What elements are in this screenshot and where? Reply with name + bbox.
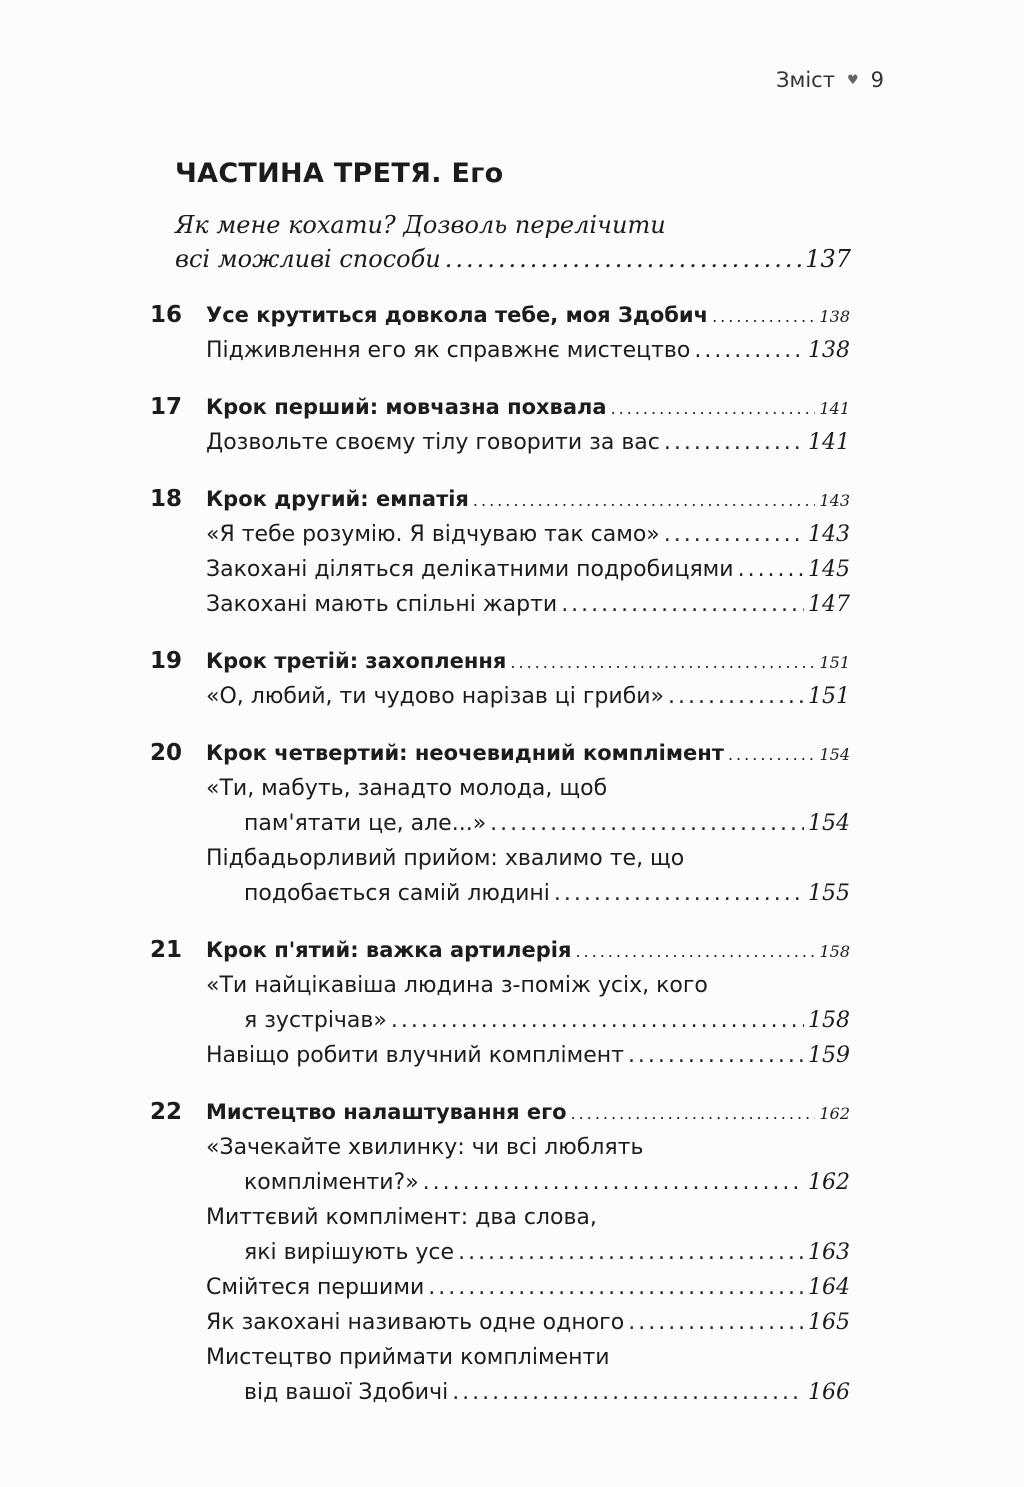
subsection-line <box>206 1340 850 1375</box>
subsection-text: від вашої Здобичі <box>244 1380 449 1405</box>
dot-leader <box>445 242 801 276</box>
chapter-number: 18 <box>150 486 183 512</box>
subsection-text: Дозвольте своєму тілу говорити за вас <box>206 430 660 455</box>
chapter-entry <box>150 644 850 714</box>
subsection-page-number: 143 <box>808 522 850 547</box>
subsection-page-number: 158 <box>808 1008 850 1033</box>
subsection-entry <box>206 679 850 714</box>
dot-leader <box>458 1235 804 1270</box>
subsection-line <box>206 876 850 911</box>
dot-leader <box>712 299 815 334</box>
chapter-entry <box>150 1095 850 1410</box>
chapter-heading-row <box>150 298 850 333</box>
chapter-page-number: 143 <box>819 491 850 510</box>
subsection-page-number: 138 <box>808 338 850 363</box>
chapter-entry <box>150 736 850 911</box>
chapter-entry <box>150 482 850 622</box>
entry-page-number: 137 <box>805 245 851 273</box>
dot-leader <box>668 679 804 714</box>
subsection-page-number: 155 <box>808 881 850 906</box>
subsection-entry <box>206 771 850 841</box>
subsection-text: Закохані мають спільні жарти <box>206 592 558 617</box>
subsection-entry <box>206 587 850 622</box>
chapter-title: Крок четвертий: неочевидний комплімент <box>206 741 724 765</box>
subsection-text: Як закохані називають одне одного <box>206 1310 625 1335</box>
dot-leader <box>391 1003 804 1038</box>
chapter-number: 19 <box>150 648 183 674</box>
subsection-page-number: 162 <box>808 1170 850 1195</box>
dot-leader <box>694 333 804 368</box>
chapter-page-number: 154 <box>819 745 850 764</box>
chapter-list <box>150 298 850 1432</box>
chapter-page-number: 162 <box>819 1104 850 1123</box>
subsection-line <box>206 425 850 460</box>
subsection-page-number: 151 <box>808 684 850 709</box>
subsection-entry <box>206 552 850 587</box>
subsection-entry <box>206 1200 850 1270</box>
dot-leader <box>628 1038 804 1073</box>
subsection-entry <box>206 1305 850 1340</box>
dot-leader <box>423 1165 804 1200</box>
heart-icon: ♥ <box>846 72 859 88</box>
chapter-title: Крок перший: мовчазна похвала <box>206 395 607 419</box>
subsection-line <box>206 1003 850 1038</box>
chapter-entry <box>150 390 850 460</box>
subsection-text: Підживлення его як справжнє мистецтво <box>206 338 691 363</box>
running-head <box>776 68 884 92</box>
chapter-heading-row <box>150 1095 850 1130</box>
subsection-page-number: 163 <box>808 1240 850 1265</box>
subsection-page-number: 165 <box>808 1310 850 1335</box>
page-number: 9 <box>870 68 884 92</box>
subsection-entry <box>206 1038 850 1073</box>
subsection-text: «Ти, мабуть, занадто молода, щоб <box>206 776 608 801</box>
dot-leader <box>728 737 815 772</box>
subsection-line <box>206 1165 850 1200</box>
subsection-line <box>206 1270 850 1305</box>
subsection-page-number: 141 <box>808 430 850 455</box>
chapter-title: Мистецтво налаштування его <box>206 1100 567 1124</box>
chapter-title: Крок другий: емпатія <box>206 487 469 511</box>
subsection-page-number: 147 <box>808 592 850 617</box>
subsection-line <box>206 552 850 587</box>
dot-leader <box>510 645 815 680</box>
chapter-number: 16 <box>150 302 183 328</box>
subsection-line <box>206 806 850 841</box>
subsection-page-number: 154 <box>808 811 850 836</box>
subsection-line <box>206 771 850 806</box>
subsection-line <box>206 968 850 1003</box>
dot-leader <box>428 1270 804 1305</box>
dot-leader <box>664 425 804 460</box>
chapter-heading-row <box>150 644 850 679</box>
subsection-text: Закохані діляться делікатними подробицями <box>206 557 734 582</box>
dot-leader <box>561 587 804 622</box>
dot-leader <box>571 1096 816 1131</box>
subsection-text: «О, любий, ти чудово нарізав ці гриби» <box>206 684 665 709</box>
chapter-heading-row <box>150 933 850 968</box>
subsection-page-number: 166 <box>808 1380 850 1405</box>
subsection-line <box>206 1235 850 1270</box>
chapter-heading-row <box>150 482 850 517</box>
subsection-text: Підбадьорливий прийом: хвалимо те, що <box>206 846 685 871</box>
subsection-text: «Зачекайте хвилинку: чи всі люблять <box>206 1135 644 1160</box>
dot-leader <box>575 934 815 969</box>
subsection-text: Смійтеся першими <box>206 1275 425 1300</box>
chapter-title: Крок п'ятий: важка артилерія <box>206 938 572 962</box>
subsection-text: пам'ятати це, але...» <box>244 811 487 836</box>
subsection-text: «Я тебе розумію. Я відчуваю так само» <box>206 522 660 547</box>
part-intro-entry <box>175 208 851 276</box>
chapter-heading-row <box>150 390 850 425</box>
subsection-line <box>206 1038 850 1073</box>
subsection-text: я зустрічав» <box>244 1008 387 1033</box>
intro-line: Як мене кохати? Дозволь перелічити <box>175 211 666 239</box>
subsection-entry <box>206 517 850 552</box>
dot-leader <box>611 391 816 426</box>
subsection-entry <box>206 1130 850 1200</box>
chapter-page-number: 141 <box>819 399 850 418</box>
dot-leader <box>664 517 804 552</box>
subsection-page-number: 159 <box>808 1043 850 1068</box>
subsection-entry <box>206 1340 850 1410</box>
subsection-entry <box>206 968 850 1038</box>
subsection-line <box>206 517 850 552</box>
chapter-title: Усе крутиться довкола тебе, моя Здобич <box>206 303 709 327</box>
dot-leader <box>473 483 816 518</box>
chapter-number: 17 <box>150 394 183 420</box>
part-title: ЧАСТИНА ТРЕТЯ. Его <box>175 158 504 189</box>
subsection-entry <box>206 1270 850 1305</box>
subsection-text: Навіщо робити влучний комплімент <box>206 1043 624 1068</box>
subsection-entry <box>206 841 850 911</box>
dot-leader <box>738 552 804 587</box>
dot-leader <box>628 1305 804 1340</box>
chapter-heading-row <box>150 736 850 771</box>
section-name: Зміст <box>776 68 835 92</box>
chapter-title: Крок третій: захоплення <box>206 649 507 673</box>
chapter-entry <box>150 298 850 368</box>
subsection-line <box>206 1375 850 1410</box>
subsection-line <box>206 587 850 622</box>
subsection-text: «Ти найцікавіша людина з-поміж усіх, кого <box>206 973 708 998</box>
subsection-line <box>206 1130 850 1165</box>
subsection-text: які вирішують усе <box>244 1240 455 1265</box>
dot-leader <box>490 806 804 841</box>
subsection-line <box>206 1200 850 1235</box>
chapter-number: 21 <box>150 937 183 963</box>
chapter-number: 20 <box>150 740 183 766</box>
chapter-page-number: 158 <box>819 942 850 961</box>
subsection-text: компліменти?» <box>244 1170 419 1195</box>
chapter-page-number: 151 <box>819 653 850 672</box>
subsection-page-number: 145 <box>808 557 850 582</box>
subsection-entry <box>206 333 850 368</box>
chapter-number: 22 <box>150 1099 183 1125</box>
subsection-text: Миттєвий комплімент: два слова, <box>206 1205 597 1230</box>
subsection-line <box>206 679 850 714</box>
subsection-line <box>206 841 850 876</box>
subsection-text: Мистецтво приймати компліменти <box>206 1345 610 1370</box>
subsection-text: подобається самій людині <box>244 881 550 906</box>
dot-leader <box>452 1375 804 1410</box>
chapter-page-number: 138 <box>819 307 850 326</box>
subsection-line <box>206 333 850 368</box>
subsection-page-number: 164 <box>808 1275 850 1300</box>
subsection-line <box>206 1305 850 1340</box>
subsection-entry <box>206 425 850 460</box>
chapter-entry <box>150 933 850 1073</box>
intro-line: всі можливі способи <box>175 245 441 273</box>
dot-leader <box>554 876 804 911</box>
